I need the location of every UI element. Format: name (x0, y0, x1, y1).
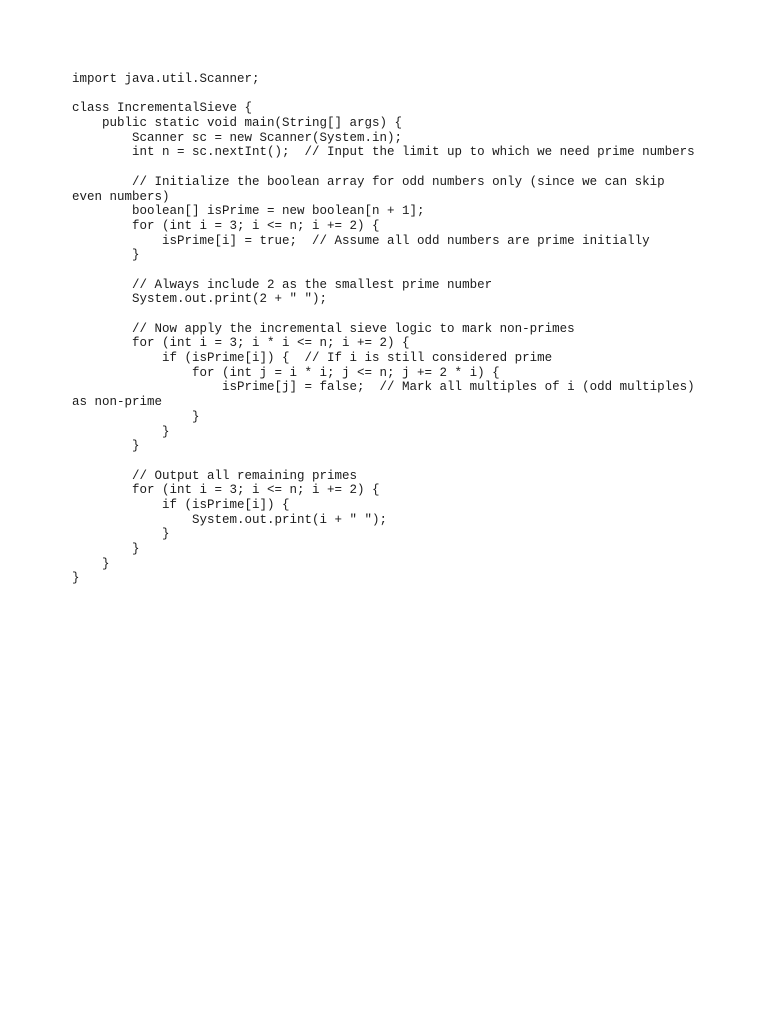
code-line: if (isPrime[i]) { // If i is still considered prime (72, 351, 553, 366)
code-line: } (72, 556, 110, 571)
code-line: boolean[] isPrime = new boolean[n + 1]; (72, 204, 425, 219)
code-line: for (int j = i * i; j <= n; j += 2 * i) { (72, 365, 500, 380)
code-line: Scanner sc = new Scanner(System.in); (72, 130, 403, 145)
code-line: int n = sc.nextInt(); // Input the limit up to which we need prime numbers (72, 145, 695, 160)
code-line: } (72, 424, 170, 439)
code-line: } (72, 527, 170, 542)
code-line (72, 87, 732, 102)
code-line: } (72, 409, 200, 424)
code-listing (72, 72, 732, 586)
code-line: } (72, 439, 140, 454)
code-line: if (isPrime[i]) { (72, 497, 290, 512)
code-line (72, 454, 732, 469)
code-line: class IncrementalSieve { (72, 101, 253, 116)
code-line: System.out.print(2 + " "); (72, 292, 328, 307)
code-line (72, 307, 732, 322)
code-line: for (int i = 3; i <= n; i += 2) { (72, 218, 380, 233)
code-line: // Always include 2 as the smallest prime number (72, 277, 493, 292)
code-line: as non-prime (72, 395, 163, 410)
code-line: // Output all remaining primes (72, 468, 358, 483)
code-line: even numbers) (72, 189, 170, 204)
code-line: } (72, 571, 80, 586)
code-line: // Now apply the incremental sieve logic to mark non-primes (72, 321, 575, 336)
code-line: } (72, 542, 140, 556)
code-line (72, 263, 732, 278)
code-line: // Initialize the boolean array for odd numbers only (since we can skip (72, 174, 665, 189)
code-line: isPrime[i] = true; // Assume all odd numbers are prime initially (72, 233, 650, 248)
code-line: for (int i = 3; i * i <= n; i += 2) { (72, 336, 410, 351)
code-line (72, 160, 732, 175)
code-line: } (72, 248, 140, 263)
code-line: for (int i = 3; i <= n; i += 2) { (72, 483, 380, 498)
code-line: import java.util.Scanner; (72, 72, 260, 86)
code-line: public static void main(String[] args) { (72, 116, 403, 131)
code-line: isPrime[j] = false; // Mark all multiples of i (odd multiples) (72, 380, 695, 395)
code-line: System.out.print(i + " "); (72, 512, 388, 527)
